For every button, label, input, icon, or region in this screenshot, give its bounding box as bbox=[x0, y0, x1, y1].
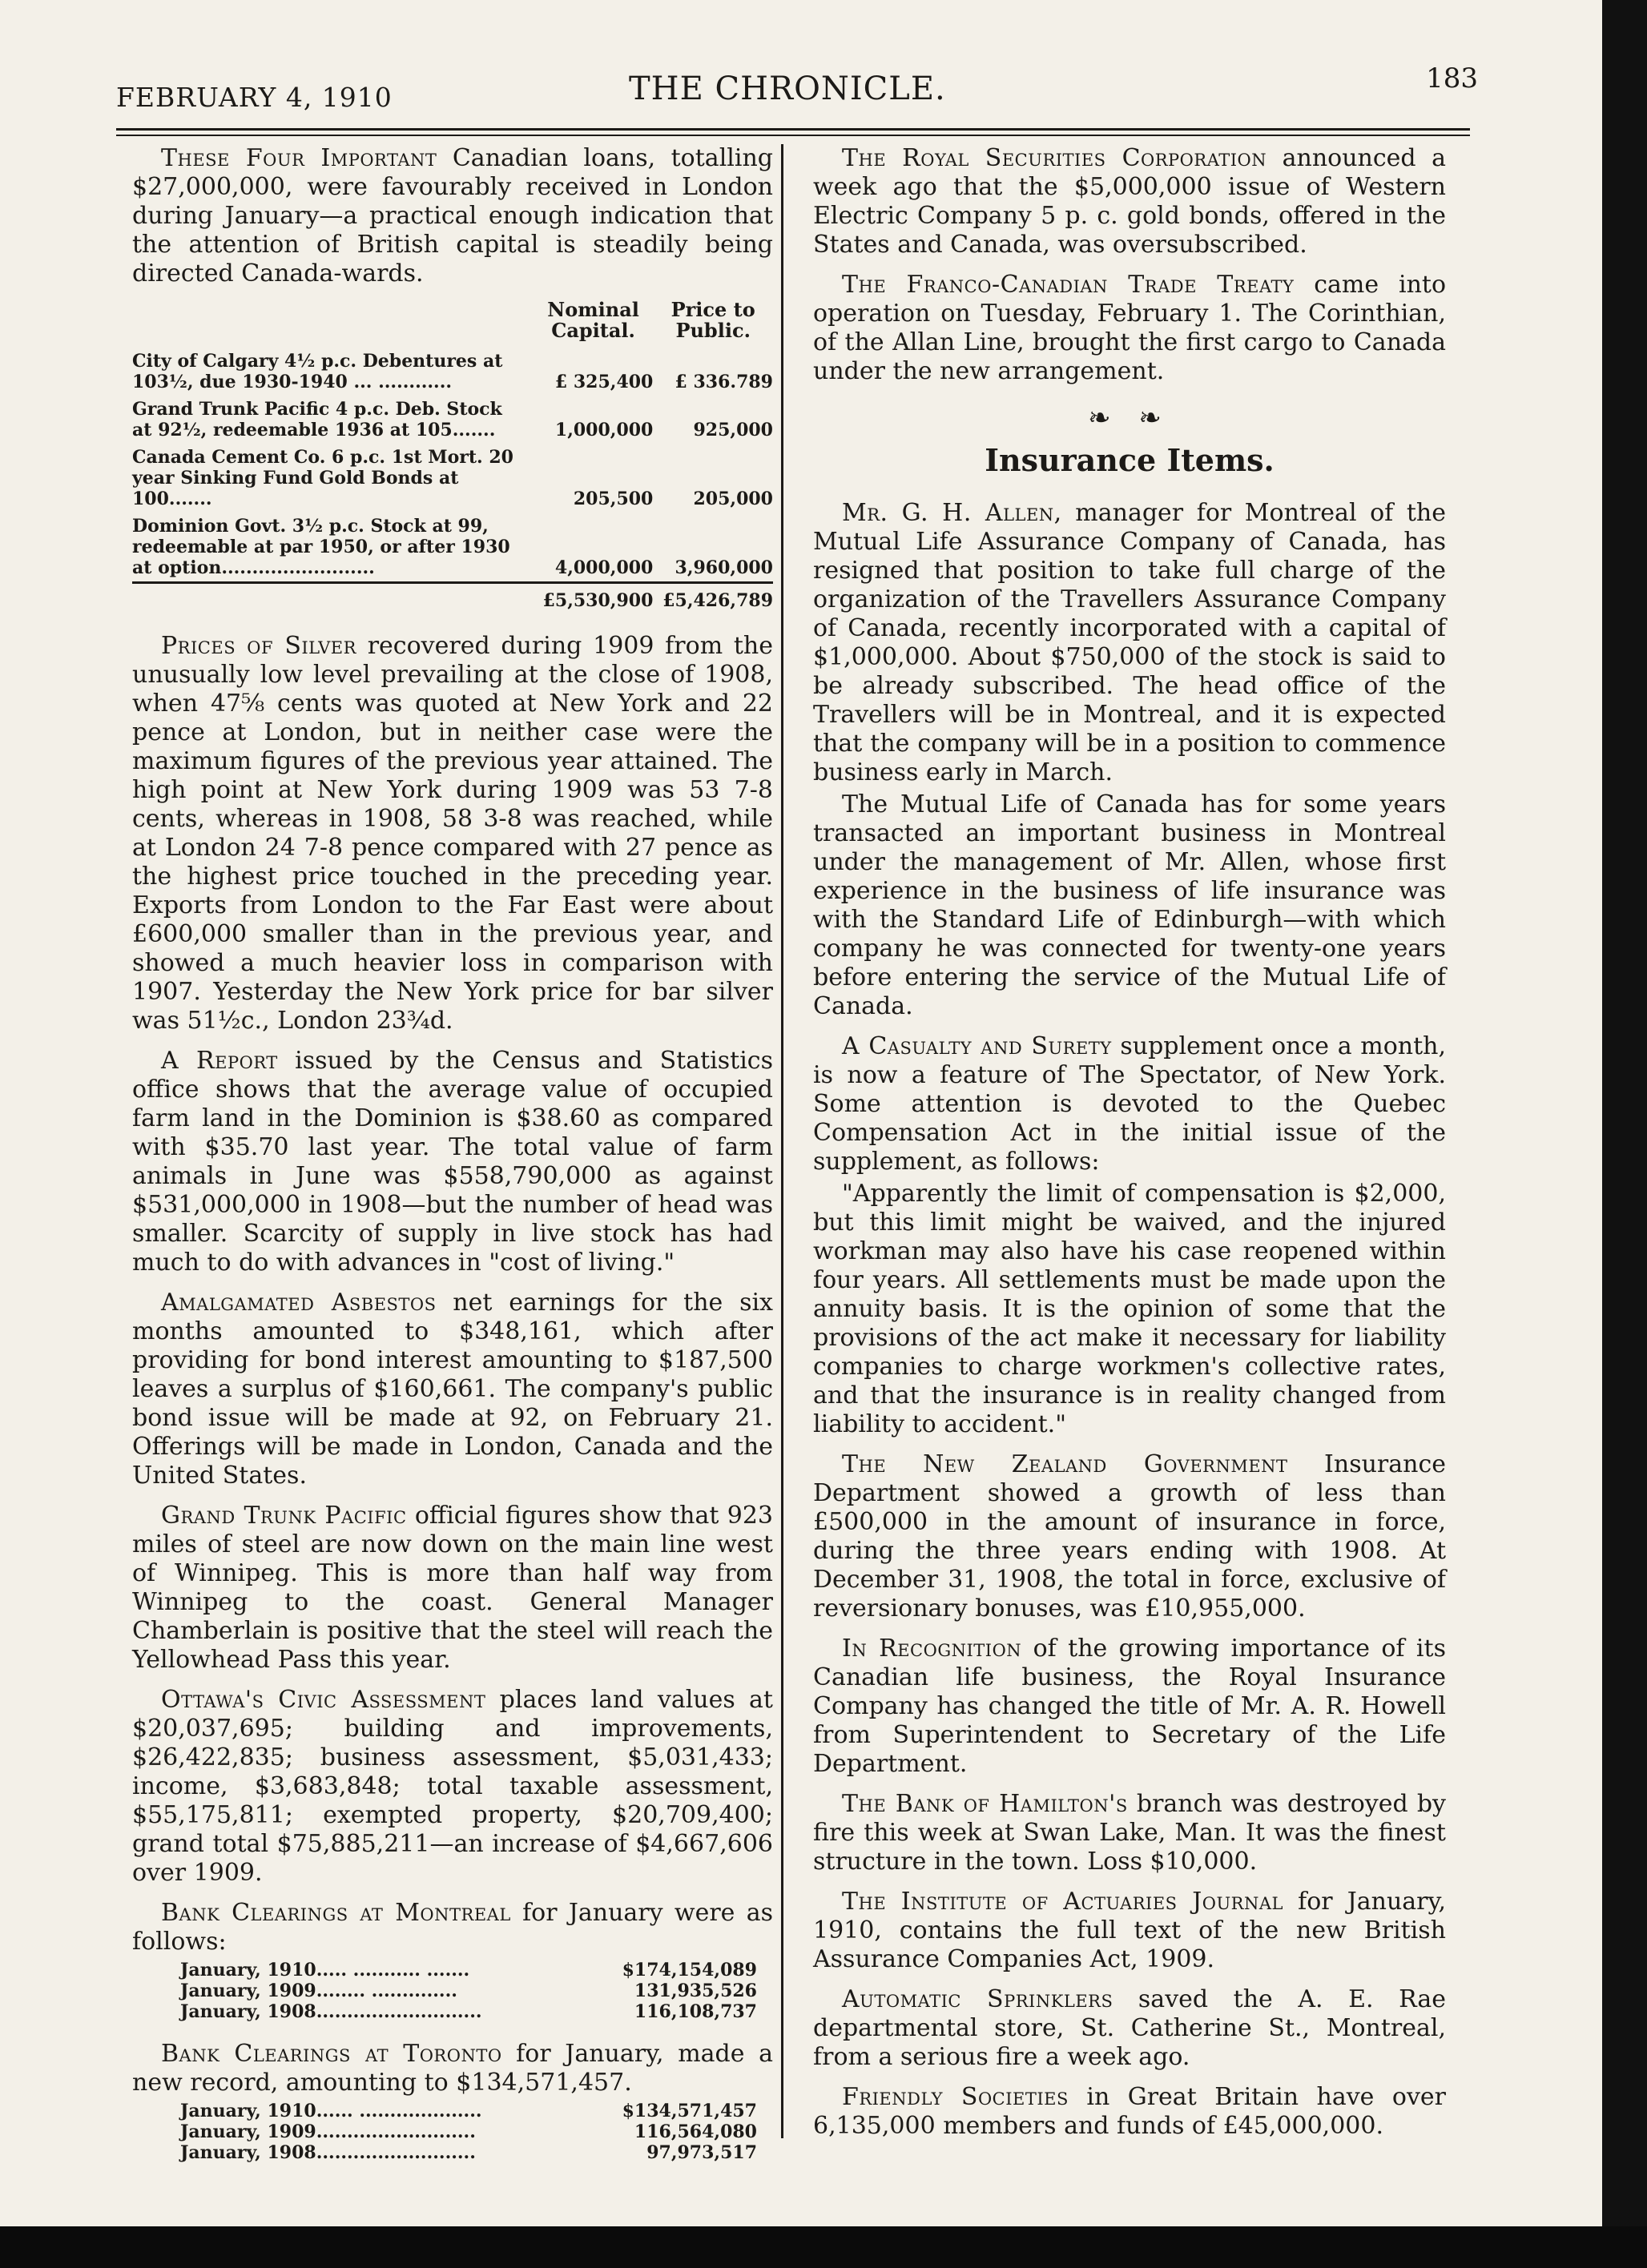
ottawa-assessment-paragraph: Ottawa's Civic Assessment places land values at $20,037,695; building and improvements, $26,422,835; business assessment, $5,031,433; income, $3,683,848; total taxable assessment, $55,175,811; exempted property, $20,709,400; grand total $75,885,211—an increase of $4,667,606 over 1909. bbox=[132, 1686, 773, 1887]
right-column bbox=[813, 144, 1446, 2152]
table-row: January, 1910...... .................... $134,571,457 bbox=[180, 2101, 757, 2121]
publication-title: THE CHRONICLE. bbox=[629, 70, 946, 107]
header-rule bbox=[116, 128, 1470, 131]
table-total-row: £5,530,900 £5,426,789 bbox=[132, 583, 773, 615]
franco-canadian-paragraph: The Franco-Canadian Trade Treaty came into operation on Tuesday, February 1. The Corinthian, of the Allan Line, brought the first cargo to Canada under the new arrangement. bbox=[813, 271, 1447, 385]
montreal-clearings-paragraph: Bank Clearings at Montreal for January were as follows: bbox=[132, 1899, 773, 1956]
loans-paragraph: These Four Important Canadian loans, totalling $27,000,000, were favourably received in London during January—a practical enough indication that the attention of British capital is steadily being directed Canada-wards. bbox=[132, 144, 773, 288]
royal-securities-paragraph: The Royal Securities Corporation announced a week ago that the $5,000,000 issue of Western Electric Company 5 p. c. gold bonds, offered in the States and Canada, was oversubscribed. bbox=[813, 144, 1447, 259]
issue-date: FEBRUARY 4, 1910 bbox=[116, 82, 393, 113]
table-row: January, 1908........................... 116,108,737 bbox=[180, 2001, 757, 2022]
nominal-capital-header: Nominal Capital. bbox=[547, 298, 639, 342]
table-row: January, 1908.......................... 97,973,517 bbox=[180, 2142, 757, 2163]
section-heading: Insurance Items. bbox=[985, 442, 1275, 478]
table-row: Grand Trunk Pacific 4 p.c. Deb. Stock at 92½, redeemable 1936 at 105....... 1,000,000 925,000 bbox=[132, 399, 773, 440]
silver-paragraph: Prices of Silver recovered during 1909 from the unusually low level prevailing at the close of 1908, when 47⅝ cents was quoted at New York and 22 pence at London, but in neither case were the maximum figures of the previous year attained. The high point at New York during 1909 was 53 7-8 cents, whereas in 1908, 58 3-8 was reached, while at London 24 7-8 pence compared with 27 pence as the highest price touched in the preceding year. Exports from London to the Far East were about £600,000 smaller than in the previous year, and showed a much heavier loss in comparison with 1907. Yesterday the New York price for bar silver was 51½c., London 23¾d. bbox=[132, 632, 774, 1035]
new-zealand-paragraph: The New Zealand Government Insurance Department showed a growth of less than £500,000 in the amount of insurance in force, during the three years ending with 1908. At December 31, 1908, the total in force, exclusive of reversionary bonuses, was £10,955,000. bbox=[813, 1450, 1447, 1623]
page-header bbox=[116, 62, 1478, 119]
royal-insurance-paragraph: In Recognition of the growing importance of its Canadian life business, the Royal Insurance Company has changed the title of Mr. A. R. Howell from Superintendent to Secretary of the Life Department. bbox=[813, 1635, 1446, 1778]
column-divider bbox=[781, 144, 783, 2138]
price-to-public-header: Price to Public. bbox=[670, 298, 755, 342]
spectator-quote: "Apparently the limit of compensation is $2,000, but this limit might be waived, and the injured workman may also have his case reopened within four years. All settlements must be made upon the annuity basis. It is the opinion of some that the provisions of the act make it necessary for liability companies to charge workmen's collective rates, and that the insurance is in reality changed from liability to accident." bbox=[813, 1180, 1446, 1438]
table-row: January, 1909........ .............. 131,935,526 bbox=[180, 1980, 757, 2001]
table-row: Canada Cement Co. 6 p.c. 1st Mort. 20 year Sinking Fund Gold Bonds at 100....... 205,500 205,000 bbox=[132, 447, 773, 509]
table-row: City of Calgary 4½ p.c. Debentures at 103½, due 1930-1940 ... ............ £ 325,400 £ 336.789 bbox=[132, 351, 773, 392]
table-row: January, 1909.......................... 116,564,080 bbox=[180, 2121, 757, 2142]
allen-paragraph: Mr. G. H. Allen, manager for Montreal of the Mutual Life Assurance Company of Canada, has resigned that position to take full charge of the organization of the Travellers Assurance Company of Canada, recently incorporated with a capital of $1,000,000. About $750,000 of the stock is said to be already subscribed. The head office of the Travellers will be in Montreal, and it is expected that the company will be in a position to commence business early in March. bbox=[813, 499, 1446, 786]
loans-table bbox=[132, 300, 773, 614]
montreal-clearings-table bbox=[132, 1960, 773, 2022]
grand-trunk-paragraph: Grand Trunk Pacific official figures show that 923 miles of steel are now down on the main line west of Winnipeg. This is more than half way from Winnipeg to the coast. General Manager Chamberlain is positive that the steel will reach the Yellowhead Pass this year. bbox=[132, 1502, 773, 1674]
asbestos-paragraph: Amalgamated Asbestos net earnings for the six months amounted to $348,161, which after providing for bond interest amounting to $187,500 leaves a surplus of $160,661. The company's public bond issue will be made at 92, on February 21. Offerings will be made in London, Canada and the United States. bbox=[132, 1289, 773, 1490]
scan-edge-bottom bbox=[0, 2226, 1647, 2268]
toronto-clearings-table bbox=[132, 2101, 773, 2163]
header-rule-thin bbox=[116, 135, 1470, 136]
casualty-paragraph: A Casualty and Surety supplement once a month, is now a feature of The Spectator, of New York. Some attention is devoted to the Quebec Compensation Act in the initial issue of the supplement, as follows: bbox=[813, 1032, 1446, 1176]
page-number: 183 bbox=[1426, 62, 1478, 94]
left-column bbox=[132, 144, 773, 2181]
scan-edge-right bbox=[1602, 0, 1647, 2268]
table-row: Dominion Govt. 3½ p.c. Stock at 99, redeemable at par 1950, or after 1930 at option......................... 4,000,000 3,960,000 bbox=[132, 516, 773, 578]
section-ornament-icon: ❧ ❧ bbox=[1088, 402, 1171, 434]
toronto-clearings-paragraph: Bank Clearings at Toronto for January, made a new record, amounting to $134,571,457. bbox=[132, 2040, 773, 2097]
mutual-life-paragraph: The Mutual Life of Canada has for some years transacted an important business in Montreal under the management of Mr. Allen, whose first experience in the business of life insurance was with the Standard Life of Edinburgh—with which company he was connected for twenty-one years before entering the service of the Mutual Life of Canada. bbox=[813, 790, 1446, 1020]
actuaries-journal-paragraph: The Institute of Actuaries Journal for January, 1910, contains the full text of the new British Assurance Companies Act, 1909. bbox=[813, 1888, 1447, 1973]
census-report-paragraph: A Report issued by the Census and Statistics office shows that the average value of occupied farm land in the Dominion is $38.60 as compared with $35.70 last year. The total value of farm animals in June was $558,790,000 as against $531,000,000 in 1908—but the number of head was smaller. Scarcity of supply in live stock has had much to do with advances in "cost of living." bbox=[132, 1047, 774, 1277]
sprinklers-paragraph: Automatic Sprinklers saved the A. E. Rae departmental store, St. Catherine St., Montreal, from a serious fire a week ago. bbox=[813, 1985, 1446, 2071]
table-row: January, 1910..... ........... ....... $174,154,089 bbox=[180, 1960, 757, 1980]
bank-of-hamilton-paragraph: The Bank of Hamilton's branch was destroyed by fire this week at Swan Lake, Man. It was the finest structure in the town. Loss $10,000. bbox=[813, 1790, 1446, 1876]
friendly-societies-paragraph: Friendly Societies in Great Britain have over 6,135,000 members and funds of £45,000,000. bbox=[813, 2083, 1447, 2140]
